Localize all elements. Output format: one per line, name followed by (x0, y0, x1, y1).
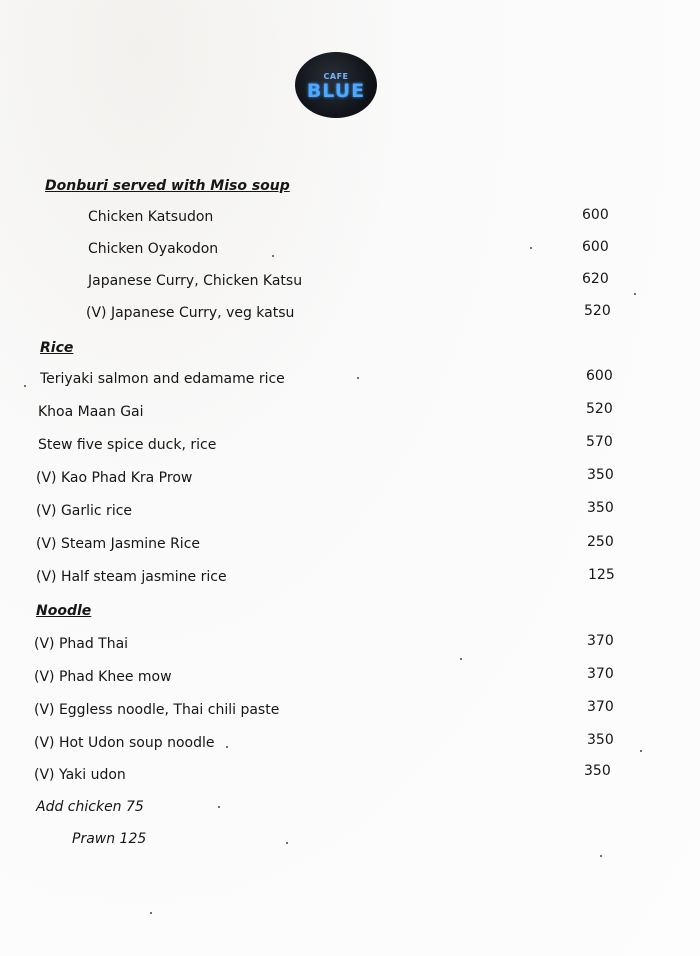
menu-item-price: 600 (582, 239, 609, 255)
section-title-donburi: Donburi served with Miso soup (45, 178, 290, 194)
menu-item-name: Chicken Katsudon (88, 209, 214, 225)
section-title-rice: Rice (40, 340, 74, 356)
paper-speck (600, 855, 602, 857)
menu-item-name: Stew five spice duck, rice (38, 437, 217, 453)
menu-item-price: 520 (586, 401, 613, 417)
paper-speck (634, 293, 636, 295)
menu-item-name: Teriyaki salmon and edamame rice (40, 371, 285, 387)
menu-item-name: (V) Phad Khee mow (34, 669, 172, 685)
menu-item-price: 370 (587, 633, 614, 649)
menu-item-price: 570 (586, 434, 613, 450)
menu-item-price: 350 (587, 732, 614, 748)
menu-item-name: Chicken Oyakodon (88, 241, 219, 257)
menu-item-price: 600 (582, 207, 609, 223)
menu-item-name: Japanese Curry, Chicken Katsu (88, 273, 303, 289)
paper-speck (640, 750, 642, 752)
menu-item-price: 250 (587, 534, 614, 550)
menu-item-price: 350 (584, 763, 611, 779)
cafe-blue-logo (295, 52, 377, 118)
menu-item-price: 600 (586, 368, 613, 384)
paper-speck (226, 746, 228, 748)
paper-speck (286, 842, 288, 844)
paper-speck (150, 912, 152, 914)
menu-item-name: (V) Garlic rice (36, 503, 133, 519)
menu-item-price: 350 (587, 500, 614, 516)
menu-item-price: 350 (587, 467, 614, 483)
section-title-noodle: Noodle (36, 603, 92, 619)
menu-item-price: 620 (582, 271, 609, 287)
logo-top-text: CAFE (323, 72, 349, 81)
menu-item-name: (V) Japanese Curry, veg katsu (86, 305, 295, 321)
add-on-prawn: Prawn 125 (72, 831, 147, 847)
menu-item-price: 370 (587, 666, 614, 682)
paper-speck (272, 255, 274, 257)
paper-speck (218, 806, 220, 808)
menu-item-price: 125 (588, 567, 615, 583)
menu-item-name: (V) Hot Udon soup noodle (34, 735, 215, 751)
add-on-chicken: Add chicken 75 (36, 799, 144, 815)
menu-item-name: (V) Yaki udon (34, 767, 126, 783)
menu-item-name: (V) Phad Thai (34, 636, 129, 652)
menu-item-name: Khoa Maan Gai (38, 404, 144, 420)
menu-item-price: 370 (587, 699, 614, 715)
menu-item-name: (V) Half steam jasmine rice (36, 569, 227, 585)
paper-speck (530, 247, 532, 249)
menu-item-name: (V) Kao Phad Kra Prow (36, 470, 193, 486)
logo-main-text: BLUE (306, 80, 366, 102)
paper-speck (460, 658, 462, 660)
menu-item-price: 520 (584, 303, 611, 319)
menu-item-name: (V) Eggless noodle, Thai chili paste (34, 702, 280, 718)
menu-item-name: (V) Steam Jasmine Rice (36, 536, 201, 552)
paper-speck (357, 377, 359, 379)
paper-speck (24, 385, 26, 387)
